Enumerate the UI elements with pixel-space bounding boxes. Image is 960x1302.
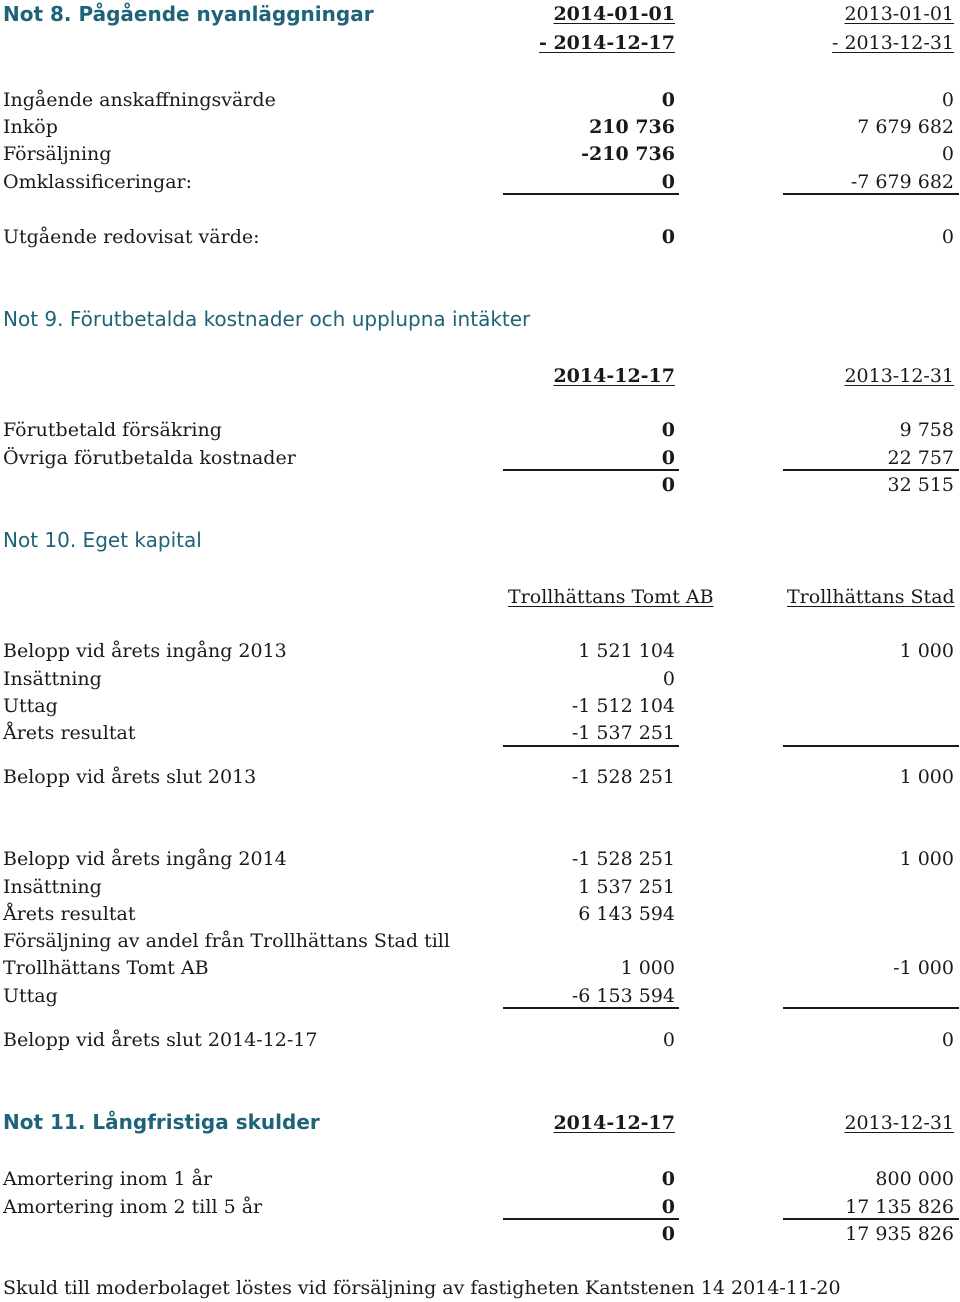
note10-total-label: Belopp vid årets slut 2014-12-17 bbox=[3, 1029, 318, 1051]
note10-sum-rule bbox=[783, 1007, 959, 1009]
note10-row-value-tomt: 6 143 594 bbox=[578, 903, 675, 925]
note10-total-value-tomt: -1 528 251 bbox=[571, 766, 675, 788]
note11-col2-header: 2013-12-31 bbox=[844, 1112, 954, 1134]
note9-title: Not 9. Förutbetalda kostnader och upplupna intäkter bbox=[3, 307, 531, 331]
note10-row-label: Årets resultat bbox=[3, 722, 136, 744]
note8-number: Not 8. bbox=[3, 2, 72, 26]
note11-row-value-2014: 0 bbox=[661, 1168, 675, 1190]
note8-row-value-2013: -7 679 682 bbox=[850, 171, 954, 193]
note10-row-label: Belopp vid årets ingång 2014 bbox=[3, 848, 287, 870]
note8-total-label: Utgående redovisat värde: bbox=[3, 226, 260, 248]
note8-row-value-2014: 210 736 bbox=[589, 116, 675, 138]
note9-row-value-2014: 0 bbox=[661, 419, 675, 441]
note10-total-value-tomt: 0 bbox=[662, 1029, 675, 1051]
note10-sum-rule bbox=[503, 1007, 679, 1009]
note10-total-label: Belopp vid årets slut 2013 bbox=[3, 766, 257, 788]
note10-col1-header: Trollhättans Tomt AB bbox=[508, 586, 714, 608]
note10-total-value-stad: 0 bbox=[941, 1029, 954, 1051]
note10-row-label: Uttag bbox=[3, 985, 58, 1007]
note8-heading: Pågående nyanläggningar bbox=[78, 2, 374, 26]
note8-sum-rule bbox=[503, 193, 679, 195]
note8-period2-from: 2013-01-01 bbox=[844, 3, 954, 25]
note8-title bbox=[3, 3, 374, 25]
note8-row-label: Inköp bbox=[3, 116, 58, 138]
note11-row-label: Amortering inom 2 till 5 år bbox=[3, 1196, 263, 1218]
note10-total-value-stad: 1 000 bbox=[899, 766, 954, 788]
note11-total-value-2013: 17 935 826 bbox=[845, 1223, 954, 1245]
note10-title: Not 10. Eget kapital bbox=[3, 528, 202, 552]
note10-row-label: Uttag bbox=[3, 695, 58, 717]
note8-period1-to: - 2014-12-17 bbox=[538, 32, 675, 54]
note10-row-label: Försäljning av andel från Trollhättans Stad till bbox=[3, 930, 450, 952]
note9-sum-rule bbox=[503, 469, 679, 471]
note8-row-label: Omklassificeringar: bbox=[3, 171, 193, 193]
note10-row-value-tomt: -1 512 104 bbox=[571, 695, 675, 717]
note10-sum-rule bbox=[503, 745, 679, 747]
note8-total-value-2013: 0 bbox=[941, 226, 954, 248]
note10-row-label: Belopp vid årets ingång 2013 bbox=[3, 640, 287, 662]
note11-sum-rule bbox=[783, 1218, 959, 1220]
note8-total-value-2014: 0 bbox=[661, 226, 675, 248]
note10-row-label: Insättning bbox=[3, 668, 102, 690]
note9-total-value-2013: 32 515 bbox=[887, 474, 954, 496]
note9-col2-header: 2013-12-31 bbox=[844, 365, 954, 387]
note11-total-value-2014: 0 bbox=[661, 1223, 675, 1245]
note10-row-value-stad: -1 000 bbox=[893, 957, 954, 979]
note10-row-value-stad: 1 000 bbox=[899, 640, 954, 662]
note8-row-value-2013: 0 bbox=[941, 89, 954, 111]
note9-row-label: Övriga förutbetalda kostnader bbox=[3, 447, 296, 469]
note10-row-value-tomt: -6 153 594 bbox=[571, 985, 675, 1007]
note10-row-value-tomt: 0 bbox=[662, 668, 675, 690]
note8-row-value-2013: 7 679 682 bbox=[857, 116, 954, 138]
note9-row-label: Förutbetald försäkring bbox=[3, 419, 222, 441]
note9-row-value-2013: 22 757 bbox=[887, 447, 954, 469]
note8-row-label: Försäljning bbox=[3, 143, 112, 165]
note8-row-value-2014: 0 bbox=[661, 89, 675, 111]
note10-row-value-tomt: 1 521 104 bbox=[578, 640, 675, 662]
note11-sum-rule bbox=[503, 1218, 679, 1220]
note9-col1-header: 2014-12-17 bbox=[553, 365, 675, 387]
note11-row-value-2013: 17 135 826 bbox=[845, 1196, 954, 1218]
note8-row-label: Ingående anskaffningsvärde bbox=[3, 89, 276, 111]
note8-row-value-2014: 0 bbox=[661, 171, 675, 193]
note8-row-value-2014: -210 736 bbox=[581, 143, 675, 165]
note9-row-value-2013: 9 758 bbox=[899, 419, 954, 441]
note10-row-label: Årets resultat bbox=[3, 903, 136, 925]
note9-row-value-2014: 0 bbox=[661, 447, 675, 469]
note10-row-value-tomt: -1 528 251 bbox=[571, 848, 675, 870]
note10-sum-rule bbox=[783, 745, 959, 747]
note11-col1-header: 2014-12-17 bbox=[553, 1112, 675, 1134]
note8-period1-from: 2014-01-01 bbox=[553, 3, 675, 25]
note10-row-value-tomt: -1 537 251 bbox=[571, 722, 675, 744]
note11-row-value-2014: 0 bbox=[661, 1196, 675, 1218]
note8-sum-rule bbox=[783, 193, 959, 195]
note10-row-label: Insättning bbox=[3, 876, 102, 898]
note10-row-label: Trollhättans Tomt AB bbox=[3, 957, 209, 979]
footer-note: Skuld till moderbolaget löstes vid försäljning av fastigheten Kantstenen 14 2014-11-20 bbox=[3, 1277, 841, 1299]
note9-sum-rule bbox=[783, 469, 959, 471]
note10-col2-header: Trollhättans Stad bbox=[787, 586, 955, 608]
note9-total-value-2014: 0 bbox=[661, 474, 675, 496]
note10-row-value-stad: 1 000 bbox=[899, 848, 954, 870]
note8-period2-to: - 2013-12-31 bbox=[831, 32, 954, 54]
note11-title: Not 11. Långfristiga skulder bbox=[3, 1110, 320, 1134]
note8-row-value-2013: 0 bbox=[941, 143, 954, 165]
note10-row-value-tomt: 1 537 251 bbox=[578, 876, 675, 898]
note10-row-value-tomt: 1 000 bbox=[620, 957, 675, 979]
note11-row-value-2013: 800 000 bbox=[875, 1168, 954, 1190]
note11-row-label: Amortering inom 1 år bbox=[3, 1168, 213, 1190]
